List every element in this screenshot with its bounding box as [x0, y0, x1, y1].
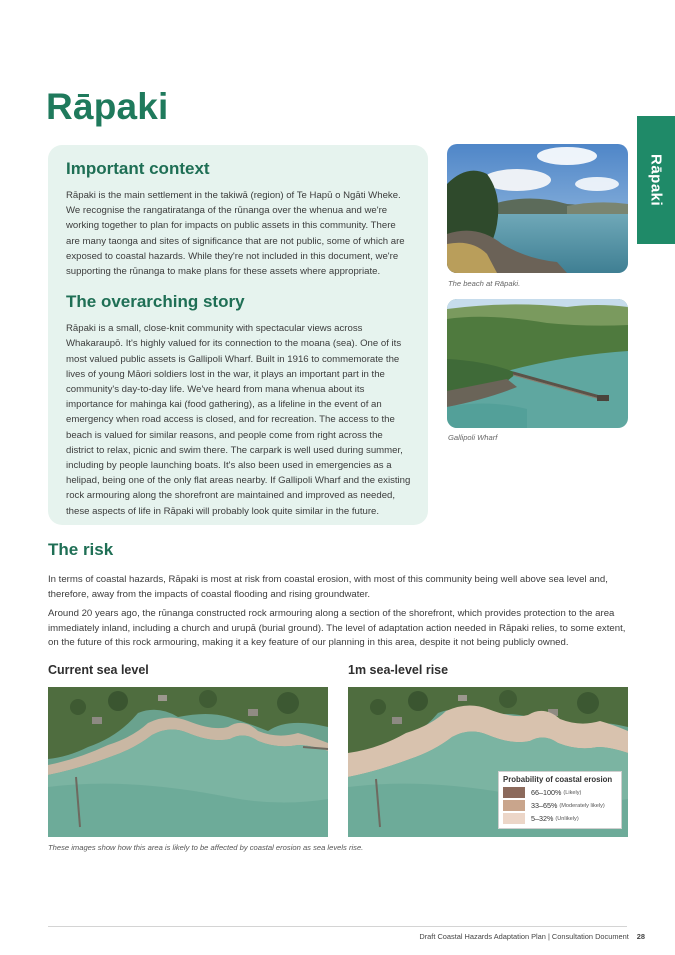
page-number: 28	[636, 932, 645, 941]
risk-paragraph-1: In terms of coastal hazards, Rāpaki is most at risk from coastal erosion, with most of this community being well above sea level and, therefore, away from the impacts of coastal flooding and rising groundwater.	[48, 574, 608, 600]
footer-text: Draft Coastal Hazards Adaptation Plan | Consultation Document	[419, 932, 629, 941]
legend-label: (Unlikely)	[555, 815, 579, 822]
wharf-photo-caption: Gallipoli Wharf	[448, 433, 498, 442]
risk-paragraph-2: Around 20 years ago, the rūnanga constructed rock armouring along a section of the shorefront, which provides protection to the area immediately inland, including a church and urupā (burial ground). The level of adaptation action needed in Rāpaki relies, to some extent, on the future of this rock armouring, making it a key feature of our planning in this area, despite it not being publicly owned.	[48, 608, 626, 649]
sea-level-rise-title: 1m sea-level rise	[348, 663, 449, 677]
legend-swatch	[503, 813, 525, 824]
risk-heading: The risk	[48, 540, 114, 559]
legend-range: 5–32%	[531, 814, 554, 823]
overarching-story-paragraph: Rāpaki is a small, close-knit community with spectacular views across Whakaraupō. It's highly valued for its connection to the moana (sea). One of its most valued public assets is Gallipoli Wharf. Built in 1916 to commemorate the lives of young Māori soldiers lost in the war, it plays an important part in the community's day-to-day life. We've heard from mana whenua about its importance for mahinga kai (food gathering), as a lifeline in the event of an emergency when road access is closed, and for recreation. The access to the beach is valued for similar reasons, and people come from right across the district to relax, picnic and swim there. The carpark is well used during summer, including by people launching boats. It's also been used in emergencies as a helipad, being one of the only flat areas nearby. If Gallipoli Wharf and the existing rock armouring along the shorefront are maintained and improved as needed, these aspects of life in Rāpaki will probably look quite similar in the future.	[66, 323, 411, 517]
beach-photo	[447, 144, 628, 273]
legend-label: (Likely)	[563, 789, 582, 796]
footer-divider	[48, 926, 627, 927]
legend-label: (Moderately likely)	[559, 802, 605, 809]
section-side-tab	[637, 116, 675, 244]
important-context-heading: Important context	[66, 159, 210, 178]
legend-item-likely	[503, 786, 617, 799]
context-panel	[48, 145, 428, 525]
wharf-photo	[447, 299, 628, 428]
beach-photo-caption: The beach at Rāpaki.	[448, 279, 521, 288]
page-title: Rāpaki	[46, 86, 169, 127]
legend-range: 33–65%	[531, 801, 558, 810]
legend-swatch	[503, 787, 525, 798]
side-tab-label: Rāpaki	[647, 153, 665, 207]
legend-title: Probability of coastal erosion	[503, 775, 613, 784]
maps-caption: These images show how this area is likely to be affected by coastal erosion as sea levels rise.	[48, 843, 364, 852]
page-footer	[419, 932, 645, 941]
important-context-paragraph: Rāpaki is the main settlement in the takiwā (region) of Te Hapū o Ngāti Wheke. We recognise the rangatiratanga of the rūnanga over the whenua and we're working together to plan for impacts on public assets in this community. There are many taonga and sites of significance that are not public, some of which are exposed to coastal hazards. While they're not included in this document, we're supporting the rūnanga to make plans for these assets where appropriate.	[66, 190, 405, 278]
erosion-legend	[498, 771, 622, 829]
legend-item-unlikely	[503, 812, 617, 825]
legend-item-moderately-likely	[503, 799, 617, 812]
overarching-story-heading: The overarching story	[66, 292, 245, 312]
legend-swatch	[503, 800, 525, 811]
legend-range: 66–100%	[531, 788, 562, 797]
current-sea-level-map	[48, 687, 328, 837]
current-sea-level-title: Current sea level	[48, 663, 149, 677]
